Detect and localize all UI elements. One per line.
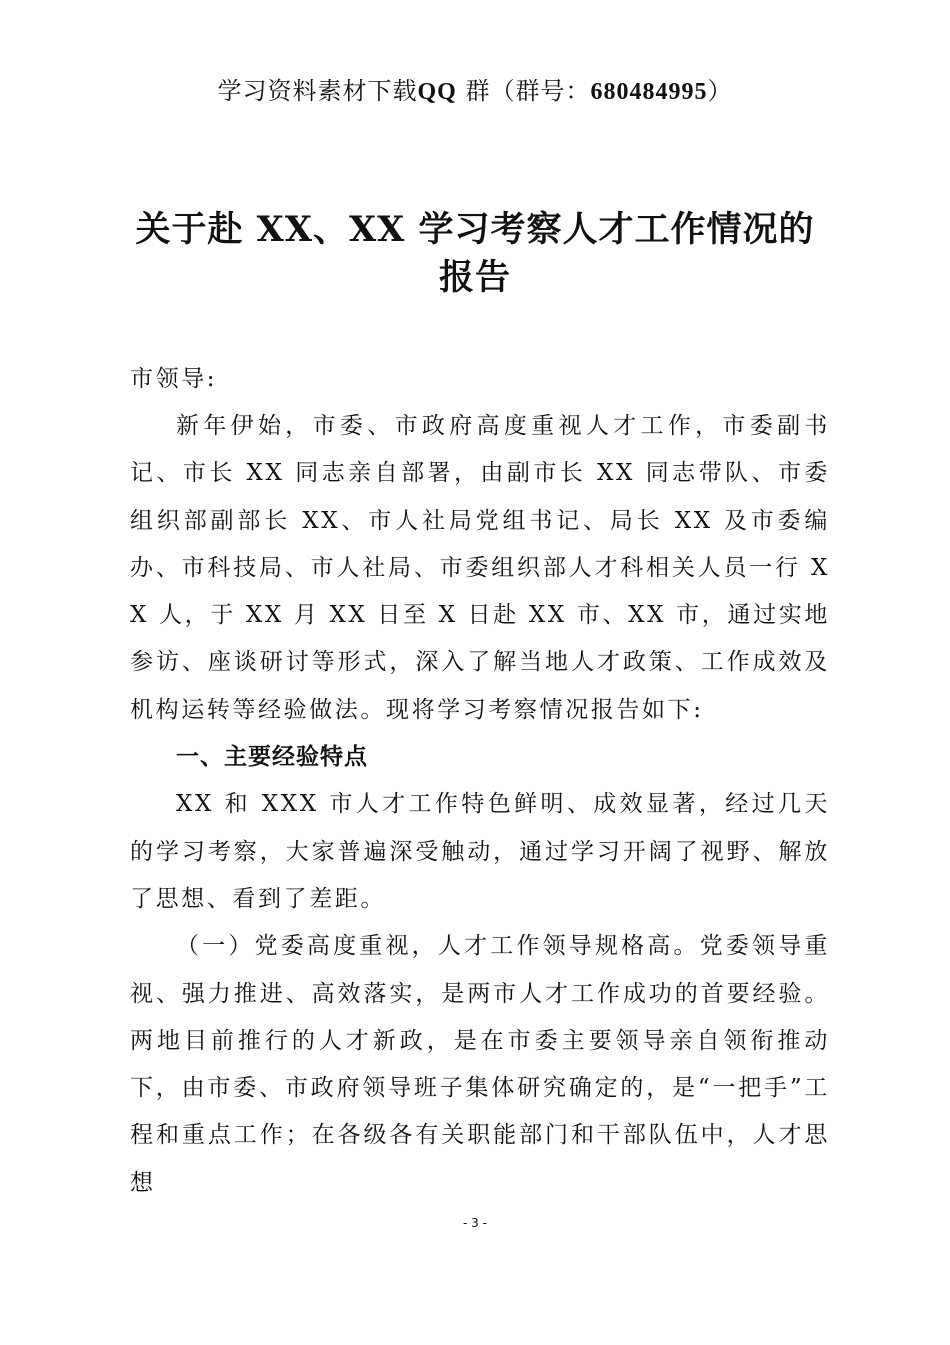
paragraph-point-1: （一）党委高度重视，人才工作领导规格高。党委领导重视、强力推进、高效落实，是两市人才工作成功的首要经验。两地目前推行的人才新政，是在市委主要领导亲自领衔推动下，由市委、市政府领导班子集体研究确定的，是“一把手”工程和重点工作；在各级各有关职能部门和干部队伍中，人才思想 bbox=[130, 933, 830, 1196]
header-prefix: 学习资料素材下载 bbox=[217, 77, 418, 105]
title-line-2: 报告 bbox=[438, 257, 511, 298]
section-heading-1: 一、主要经验特点 bbox=[176, 744, 368, 771]
document-title bbox=[0, 206, 950, 302]
paragraph-intro: 新年伊始，市委、市政府高度重视人才工作，市委副书记、市长 XX 同志亲自部署，由副市长 XX 同志带队、市委组织部副部长 XX、市人社局党组书记、局长 XX 及市委编办、市科技局、市人社局、市委组织部人才科相关人员一行 XX 人，于 XX 月 XX 日至 X 日赴 XX 市、XX 市，通过实地参访、座谈研讨等形式，深入了解当地人才政策、工作成效及机构运转等经验做法。现将学习考察情况报告如下: bbox=[130, 413, 830, 723]
header-note bbox=[0, 72, 950, 111]
title-line-1: 关于赴 XX、XX 学习考察人才工作情况的 bbox=[135, 209, 815, 250]
page-number: - 3 - bbox=[463, 1216, 487, 1230]
paragraph-overview: XX 和 XXX 市人才工作特色鲜明、成效显著，经过几天的学习考察，大家普遍深受触动，通过学习开阔了视野、解放了思想、看到了差距。 bbox=[130, 791, 830, 912]
salutation: 市领导: bbox=[130, 366, 218, 392]
header-middle: 群（群号： bbox=[456, 77, 591, 105]
body-content bbox=[130, 403, 830, 1207]
header-qq: QQ bbox=[417, 79, 457, 105]
header-suffix: ） bbox=[707, 77, 733, 105]
header-group-number: 680484995 bbox=[590, 79, 708, 105]
